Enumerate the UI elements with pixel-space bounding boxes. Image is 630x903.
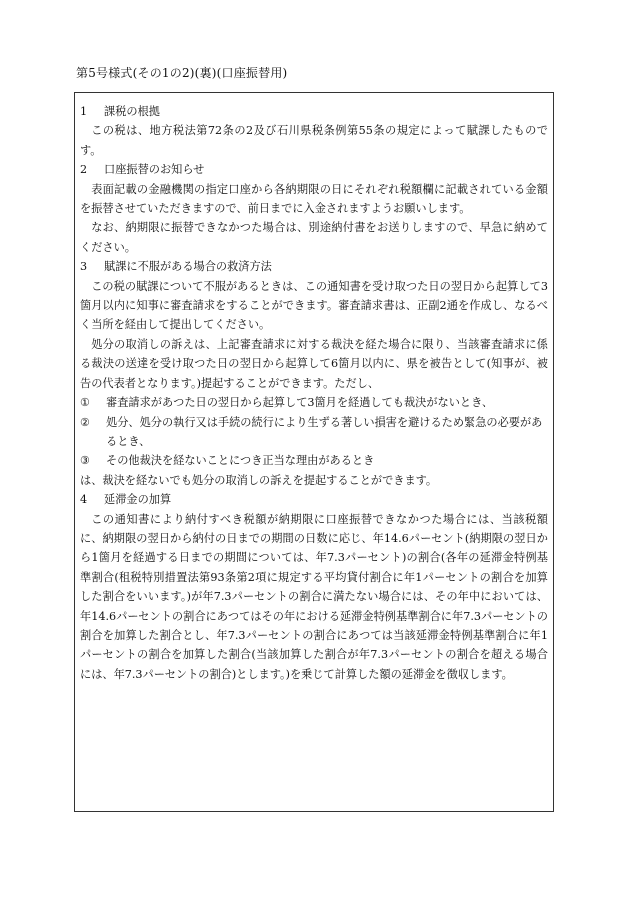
section-number: 1 <box>80 105 88 118</box>
section-title: 延滞金の加算 <box>104 493 172 507</box>
section-closing: は、裁決を経ないでも処分の取消しの訴えを提起することができます。 <box>80 473 438 487</box>
section-number: 4 <box>80 493 88 507</box>
section-heading <box>80 490 548 509</box>
section-paragraph: この税は、地方税法第72条の2及び石川県税条例第55条の規定によって賦課したものです。 <box>80 124 548 157</box>
section-tax-basis <box>80 102 548 160</box>
item-mark: ③ <box>80 454 91 468</box>
section-paragraph: 処分の取消しの訴えは、上記審査請求に対する裁決を経た場合に限り、当該審査請求に係る裁決の送達を受け取つた日の翌日から起算して6箇月以内に、県を被告として(知事が、被告の代表者となります。)提起することができます。ただし、 <box>80 337 548 390</box>
section-paragraph: この税の賦課について不服があるときは、この通知書を受け取つた日の翌日から起算して3箇月以内に知事に審査請求をすることができます。審査請求書は、正副2通を作成し、なるべく当所を経由して提出してください。 <box>80 279 548 332</box>
section-remedy <box>80 257 548 490</box>
section-paragraph: 表面記載の金融機関の指定口座から各納期限の日にそれぞれ税額欄に記載されている金額を振替させていただきますので、前日までに入金されますようお願いします。 <box>80 182 548 216</box>
section-paragraph: この通知書により納付すべき税額が納期限に口座振替できなかつた場合には、当該税額に、納期限の翌日から納付の日までの期間の日数に応じ、年14.6パーセント(納期限の翌日から1箇月を経過する日までの期間については、年7.3パーセント)の割合(各年の延滞金特例基準割合(租税特別措置法第93条第2項に規定する平均貸付割合に年1パーセントの割合を加算した割合をいいます。)が年7.3パーセントの割合に満たない場合には、その年中においては、年14.6パーセントの割合にあつてはその年における延滞金特例基準割合に年7.3パーセントの割合を加算した割合とし、年7.3パーセントの割合にあつては当該延滞金特例基準割合に年1パーセントの割合を加算した割合(当該加算した割合が年7.3パーセントの割合を超える場合には、年7.3パーセントの割合)とします。)を乗じて計算した額の延滞金を徴収します。 <box>80 512 548 681</box>
section-late-fee <box>80 490 548 684</box>
list-item <box>80 413 548 452</box>
item-mark: ② <box>80 415 91 429</box>
form-label: 第5号様式(その1の2)(裏)(口座振替用) <box>76 66 288 80</box>
list-item <box>80 451 548 470</box>
section-heading <box>80 160 548 179</box>
section-heading <box>80 102 548 121</box>
section-heading <box>80 257 548 276</box>
item-text: 処分、処分の執行又は手続の続行により生ずる著しい損害を避けるため緊急の必要があるとき、 <box>106 415 543 448</box>
section-title: 賦課に不服がある場合の救済方法 <box>104 260 272 274</box>
list-item <box>80 393 548 412</box>
item-text: 審査請求があつた日の翌日から起算して3箇月を経過しても裁決がないとき、 <box>106 396 494 410</box>
document-body <box>80 102 548 684</box>
section-title: 課税の根拠 <box>104 105 160 118</box>
section-title: 口座振替のお知らせ <box>104 163 205 177</box>
section-account-transfer <box>80 160 548 257</box>
item-mark: ① <box>80 396 91 410</box>
section-number: 3 <box>80 260 88 274</box>
section-number: 2 <box>80 163 88 177</box>
item-text: その他裁決を経ないことにつき正当な理由があるとき <box>106 454 375 468</box>
section-paragraph: なお、納期限に振替できなかつた場合は、別途納付書をお送りしますので、早急に納めてください。 <box>80 221 548 254</box>
